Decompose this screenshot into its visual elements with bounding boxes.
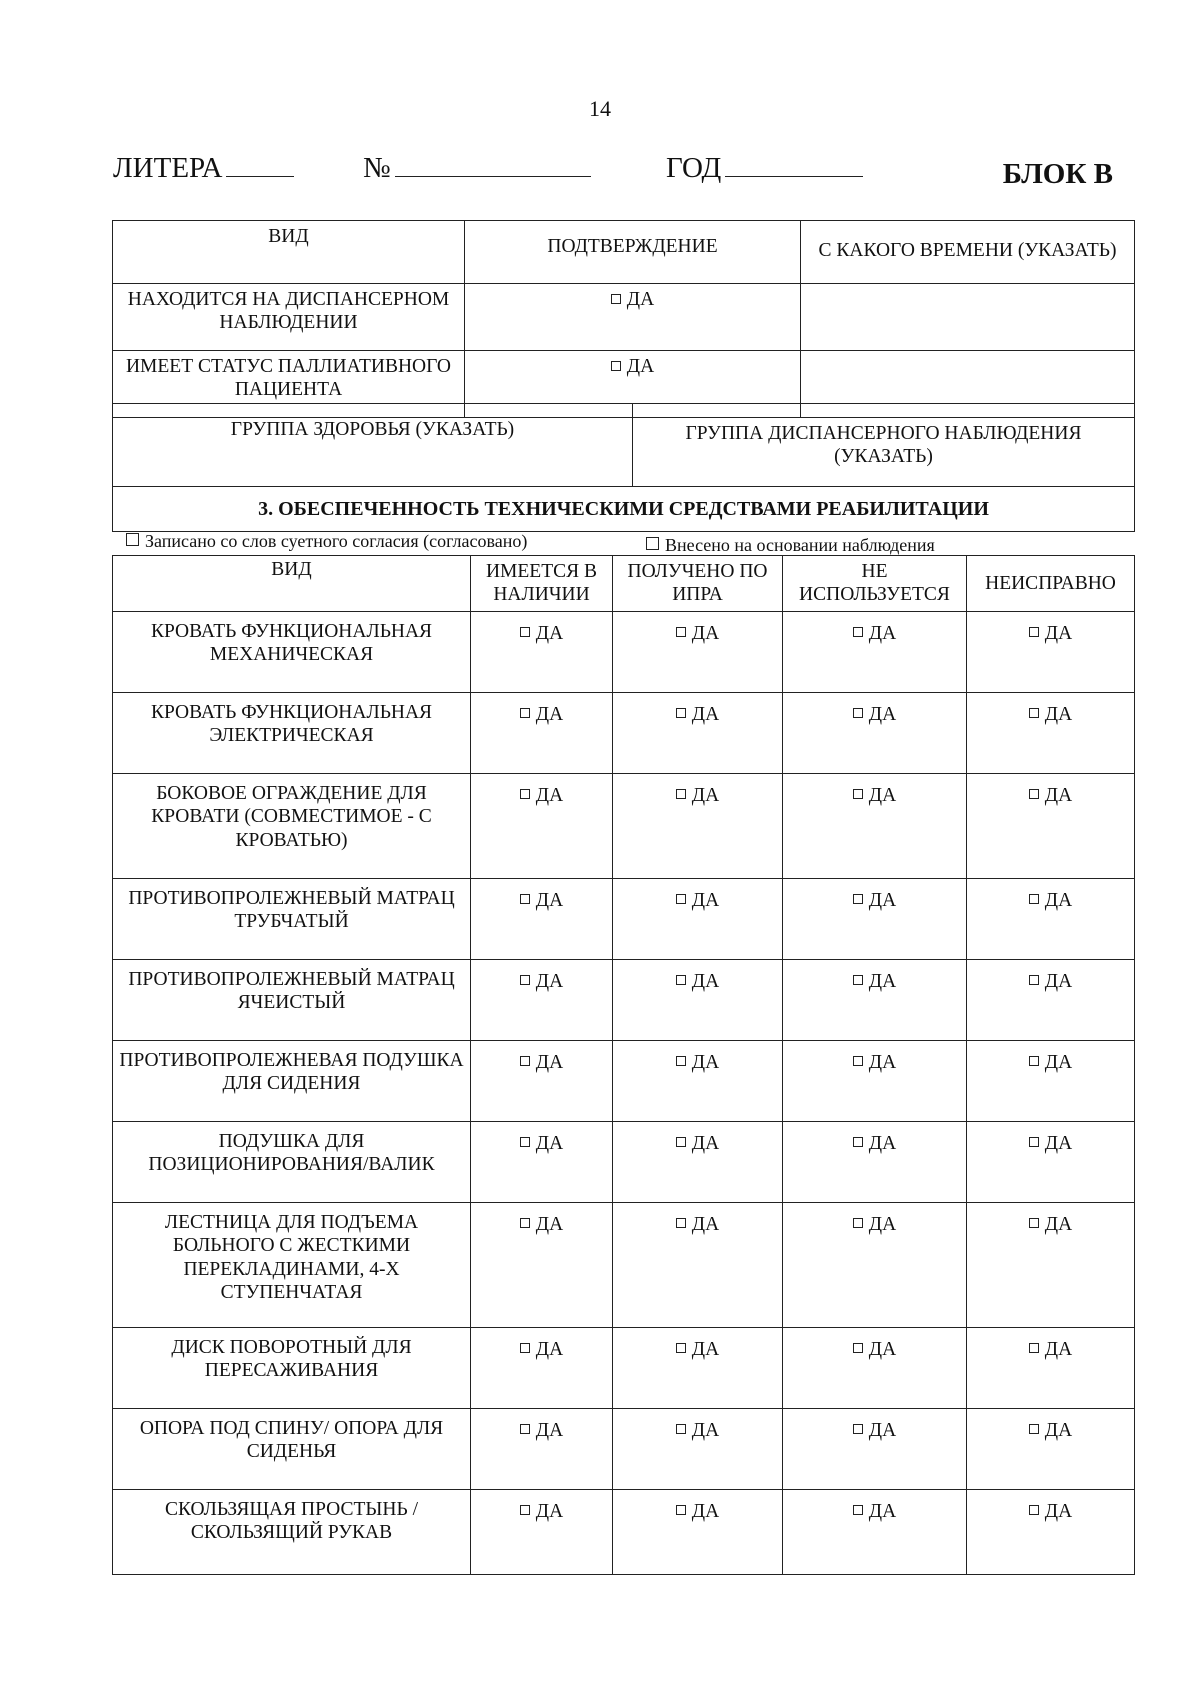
checkbox-icon	[520, 627, 530, 637]
checkbox-option[interactable]	[853, 1052, 896, 1073]
equipment-available-cell	[471, 1202, 613, 1327]
equipment-not-used-cell	[783, 1202, 967, 1327]
equipment-available-cell	[471, 1408, 613, 1489]
checkbox-label: ДА	[1044, 1500, 1073, 1522]
checkbox-label: ДА	[1044, 889, 1073, 911]
equipment-name: ПРОТИВОПРОЛЕЖНЕВАЯ ПОДУШКА ДЛЯ СИДЕНИЯ	[113, 1040, 471, 1121]
checkbox-option[interactable]	[676, 1420, 719, 1441]
equipment-available-cell	[471, 1327, 613, 1408]
checkbox-option[interactable]	[520, 1501, 563, 1522]
checkbox-label: ДА	[691, 1051, 720, 1073]
status-header-confirm: ПОДТВЕРЖДЕНИЕ	[465, 221, 801, 284]
checkbox-option[interactable]	[1029, 704, 1072, 725]
status-row-label: НАХОДИТСЯ НА ДИСПАНСЕРНОМ НАБЛЮДЕНИИ	[113, 284, 465, 351]
checkbox-icon	[520, 1505, 530, 1515]
checkbox-icon	[676, 789, 686, 799]
equipment-received-cell	[613, 611, 783, 692]
checkbox-option[interactable]	[520, 1052, 563, 1073]
litera-label: ЛИТЕРА	[113, 152, 223, 184]
status-header-type: ВИД	[113, 221, 465, 284]
checkbox-option[interactable]	[1029, 623, 1072, 644]
equipment-available-cell	[471, 1121, 613, 1202]
checkbox-icon	[676, 1218, 686, 1228]
equipment-received-cell	[613, 1327, 783, 1408]
equipment-broken-cell	[967, 959, 1135, 1040]
checkbox-icon	[1029, 1505, 1039, 1515]
checkbox-option[interactable]	[676, 704, 719, 725]
checkbox-option[interactable]	[1029, 1214, 1072, 1235]
checkbox-label: ДА	[868, 1051, 897, 1073]
equipment-name: ПРОТИВОПРОЛЕЖНЕВЫЙ МАТРАЦ ЯЧЕИСТЫЙ	[113, 959, 471, 1040]
checkbox-option[interactable]	[520, 1214, 563, 1235]
checkbox-icon	[646, 537, 659, 550]
equipment-row	[113, 959, 1135, 1040]
checkbox-icon	[520, 1343, 530, 1353]
number-blank[interactable]	[395, 150, 591, 177]
checkbox-icon	[520, 789, 530, 799]
year-field	[666, 150, 863, 185]
equipment-row	[113, 1121, 1135, 1202]
checkbox-label: ДА	[691, 1419, 720, 1441]
equipment-broken-cell	[967, 611, 1135, 692]
checkbox-option[interactable]	[853, 1214, 896, 1235]
checkbox-label: ДА	[1044, 1051, 1073, 1073]
checkbox-label: ДА	[868, 1213, 897, 1235]
checkbox-label: ДА	[868, 1132, 897, 1154]
checkbox-option[interactable]	[1029, 1339, 1072, 1360]
checkbox-icon	[1029, 894, 1039, 904]
checkbox-icon	[853, 1218, 863, 1228]
checkbox-icon	[676, 1505, 686, 1515]
checkbox-label: ДА	[535, 970, 564, 992]
checkbox-icon	[1029, 1343, 1039, 1353]
equipment-name: ОПОРА ПОД СПИНУ/ ОПОРА ДЛЯ СИДЕНЬЯ	[113, 1408, 471, 1489]
checkbox-icon	[520, 975, 530, 985]
checkbox-icon	[611, 294, 621, 304]
checkbox-icon	[1029, 1424, 1039, 1434]
checkbox-option[interactable]	[676, 1052, 719, 1073]
equipment-not-used-cell	[783, 692, 967, 773]
equipment-available-cell	[471, 1489, 613, 1574]
checkbox-option[interactable]	[520, 890, 563, 911]
equipment-not-used-cell	[783, 1408, 967, 1489]
equipment-header-not-used: НЕ ИСПОЛЬЗУЕТСЯ	[783, 556, 967, 612]
checkbox-option[interactable]	[1029, 1501, 1072, 1522]
section-title-row	[113, 487, 1135, 532]
checkbox-option[interactable]	[1029, 1133, 1072, 1154]
checkbox-label: ДА	[535, 784, 564, 806]
checkbox-option[interactable]	[520, 1339, 563, 1360]
groups-row	[113, 404, 1135, 487]
checkbox-icon	[520, 708, 530, 718]
equipment-received-cell	[613, 878, 783, 959]
equipment-broken-cell	[967, 1121, 1135, 1202]
equipment-not-used-cell	[783, 611, 967, 692]
checkbox-icon	[520, 1137, 530, 1147]
number-field	[363, 150, 591, 185]
checkbox-icon	[520, 894, 530, 904]
equipment-row	[113, 878, 1135, 959]
equipment-name: СКОЛЬЗЯЩАЯ ПРОСТЫНЬ /СКОЛЬЗЯЩИЙ РУКАВ	[113, 1489, 471, 1574]
checkbox-label: ДА	[1044, 1213, 1073, 1235]
checkbox-option[interactable]	[520, 1133, 563, 1154]
equipment-available-cell	[471, 611, 613, 692]
equipment-received-cell	[613, 692, 783, 773]
checkbox-icon	[853, 894, 863, 904]
note-based-on-observation[interactable]: Внесено на основании наблюдения	[646, 535, 935, 556]
checkbox-label: ДА	[1044, 1132, 1073, 1154]
equipment-received-cell	[613, 1408, 783, 1489]
equipment-broken-cell	[967, 1040, 1135, 1121]
section-title: 3. ОБЕСПЕЧЕННОСТЬ ТЕХНИЧЕСКИМИ СРЕДСТВАМИ РЕАБИЛИТАЦИИ	[113, 487, 1135, 532]
equipment-header-received: ПОЛУЧЕНО ПО ИПРА	[613, 556, 783, 612]
checkbox-label: ДА	[1044, 1338, 1073, 1360]
checkbox-icon	[520, 1218, 530, 1228]
equipment-broken-cell	[967, 1202, 1135, 1327]
health-group-cell[interactable]: ГРУППА ЗДОРОВЬЯ (УКАЗАТЬ)	[113, 404, 633, 487]
equipment-not-used-cell	[783, 878, 967, 959]
checkbox-icon	[676, 1424, 686, 1434]
equipment-header-broken: НЕИСПРАВНО	[967, 556, 1135, 612]
equipment-name: БОКОВОЕ ОГРАЖДЕНИЕ ДЛЯ КРОВАТИ (СОВМЕСТИМОЕ - С КРОВАТЬЮ)	[113, 773, 471, 878]
status-header-since: С КАКОГО ВРЕМЕНИ (УКАЗАТЬ)	[801, 221, 1135, 284]
checkbox-label: ДА	[691, 622, 720, 644]
checkbox-icon	[853, 627, 863, 637]
checkbox-option[interactable]	[676, 785, 719, 806]
checkbox-option[interactable]	[676, 1214, 719, 1235]
year-blank[interactable]	[725, 150, 863, 177]
equipment-name: КРОВАТЬ ФУНКЦИОНАЛЬНАЯ ЭЛЕКТРИЧЕСКАЯ	[113, 692, 471, 773]
checkbox-option[interactable]	[676, 890, 719, 911]
checkbox-option[interactable]	[676, 1501, 719, 1522]
litera-field	[113, 150, 294, 185]
checkbox-icon	[853, 1505, 863, 1515]
checkbox-label: ДА	[868, 703, 897, 725]
equipment-row	[113, 611, 1135, 692]
checkbox-label: ДА	[535, 1419, 564, 1441]
equipment-received-cell	[613, 959, 783, 1040]
equipment-not-used-cell	[783, 773, 967, 878]
checkbox-option[interactable]	[853, 1501, 896, 1522]
checkbox-icon	[853, 1137, 863, 1147]
checkbox-option[interactable]	[520, 1420, 563, 1441]
equipment-received-cell	[613, 1489, 783, 1574]
checkbox-option[interactable]	[853, 1420, 896, 1441]
equipment-row	[113, 773, 1135, 878]
checkbox-label: ДА	[691, 784, 720, 806]
status-row	[113, 284, 1135, 351]
checkbox-option[interactable]	[1029, 971, 1072, 992]
checkbox-label: ДА	[1044, 703, 1073, 725]
checkbox-label: ДА	[868, 889, 897, 911]
equipment-header-type: ВИД	[113, 556, 471, 612]
checkbox-option[interactable]	[676, 623, 719, 644]
equipment-row	[113, 1040, 1135, 1121]
checkbox-option[interactable]	[853, 1133, 896, 1154]
checkbox-icon	[676, 1137, 686, 1147]
checkbox-option[interactable]	[520, 971, 563, 992]
number-label: №	[363, 152, 391, 184]
status-header-row	[113, 221, 1135, 284]
equipment-row	[113, 1489, 1135, 1574]
checkbox-label: ДА	[868, 1419, 897, 1441]
checkbox-label: ДА	[1044, 970, 1073, 992]
equipment-broken-cell	[967, 692, 1135, 773]
equipment-not-used-cell	[783, 1040, 967, 1121]
equipment-not-used-cell	[783, 1121, 967, 1202]
year-label: ГОД	[666, 152, 722, 184]
equipment-available-cell	[471, 959, 613, 1040]
equipment-broken-cell	[967, 1489, 1135, 1574]
equipment-available-cell	[471, 773, 613, 878]
equipment-name: ЛЕСТНИЦА ДЛЯ ПОДЪЕМА БОЛЬНОГО С ЖЕСТКИМИ ПЕРЕКЛАДИНАМИ, 4-Х СТУПЕНЧАТАЯ	[113, 1202, 471, 1327]
equipment-broken-cell	[967, 773, 1135, 878]
checkbox-option[interactable]	[853, 623, 896, 644]
checkbox-option[interactable]	[676, 1339, 719, 1360]
checkbox-option[interactable]	[676, 971, 719, 992]
status-table	[112, 220, 1135, 418]
checkbox-icon	[520, 1056, 530, 1066]
checkbox-icon	[1029, 1137, 1039, 1147]
checkbox-icon	[126, 533, 139, 546]
checkbox-icon	[853, 975, 863, 985]
checkbox-option[interactable]	[1029, 890, 1072, 911]
form-header	[113, 150, 1113, 200]
equipment-row	[113, 692, 1135, 773]
checkbox-label: ДА	[1044, 784, 1073, 806]
block-label: БЛОК В	[1002, 158, 1113, 190]
checkbox-label: ДА	[868, 784, 897, 806]
checkbox-icon	[853, 1343, 863, 1353]
equipment-available-cell	[471, 1040, 613, 1121]
checkbox-label: ДА	[868, 970, 897, 992]
checkbox-icon	[676, 1343, 686, 1353]
equipment-table	[112, 555, 1135, 1575]
checkbox-label: ДА	[868, 1500, 897, 1522]
litera-blank[interactable]	[226, 150, 294, 177]
checkbox-icon	[853, 789, 863, 799]
equipment-broken-cell	[967, 878, 1135, 959]
equipment-name: ПОДУШКА ДЛЯ ПОЗИЦИОНИРОВАНИЯ/ВАЛИК	[113, 1121, 471, 1202]
checkbox-option[interactable]	[676, 1133, 719, 1154]
checkbox-option[interactable]	[853, 971, 896, 992]
checkbox-icon	[676, 627, 686, 637]
equipment-row	[113, 1202, 1135, 1327]
checkbox-label: ДА	[535, 703, 564, 725]
checkbox-icon	[611, 361, 621, 371]
page-number: 14	[589, 96, 611, 121]
checkbox-icon	[1029, 1218, 1039, 1228]
checkbox-option[interactable]	[520, 704, 563, 725]
checkbox-label: ДА	[691, 970, 720, 992]
checkbox-icon	[853, 708, 863, 718]
checkbox-label: ДА	[691, 703, 720, 725]
checkbox-label: ДА	[868, 1338, 897, 1360]
checkbox-icon	[853, 1424, 863, 1434]
checkbox-label: ДА	[691, 1213, 720, 1235]
note-recorded-from-words[interactable]: Записано со слов суетного согласия (согласовано)	[126, 531, 527, 552]
equipment-received-cell	[613, 1202, 783, 1327]
dispensary-group-cell[interactable]: ГРУППА ДИСПАНСЕРНОГО НАБЛЮДЕНИЯ (УКАЗАТЬ)	[633, 404, 1135, 487]
checkbox-icon	[676, 1056, 686, 1066]
checkbox-option[interactable]	[853, 785, 896, 806]
checkbox-option[interactable]	[1029, 1052, 1072, 1073]
status-row-label: ИМЕЕТ СТАТУС ПАЛЛИАТИВНОГО ПАЦИЕНТА	[113, 351, 465, 418]
checkbox-label: ДА	[691, 889, 720, 911]
equipment-broken-cell	[967, 1408, 1135, 1489]
checkbox-option[interactable]: ДА	[611, 356, 654, 377]
checkbox-label: ДА	[535, 1132, 564, 1154]
equipment-not-used-cell	[783, 1489, 967, 1574]
equipment-header-row	[113, 556, 1135, 612]
equipment-received-cell	[613, 773, 783, 878]
equipment-name: КРОВАТЬ ФУНКЦИОНАЛЬНАЯ МЕХАНИЧЕСКАЯ	[113, 611, 471, 692]
checkbox-icon	[1029, 975, 1039, 985]
status-row-since[interactable]	[801, 284, 1135, 351]
checkbox-option[interactable]	[520, 623, 563, 644]
equipment-broken-cell	[967, 1327, 1135, 1408]
checkbox-option[interactable]: ДА	[611, 289, 654, 310]
checkbox-icon	[1029, 708, 1039, 718]
equipment-name: ДИСК ПОВОРОТНЫЙ ДЛЯ ПЕРЕСАЖИВАНИЯ	[113, 1327, 471, 1408]
equipment-received-cell	[613, 1040, 783, 1121]
checkbox-icon	[520, 1424, 530, 1434]
checkbox-label: ДА	[691, 1500, 720, 1522]
checkbox-option[interactable]	[853, 890, 896, 911]
equipment-available-cell	[471, 692, 613, 773]
checkbox-option[interactable]	[853, 704, 896, 725]
equipment-row	[113, 1327, 1135, 1408]
equipment-received-cell	[613, 1121, 783, 1202]
checkbox-label: ДА	[535, 622, 564, 644]
checkbox-label: ДА	[1044, 622, 1073, 644]
checkbox-icon	[676, 894, 686, 904]
groups-table	[112, 403, 1135, 532]
checkbox-label: ДА	[535, 1338, 564, 1360]
checkbox-icon	[1029, 1056, 1039, 1066]
checkbox-icon	[676, 975, 686, 985]
checkbox-label: ДА	[1044, 1419, 1073, 1441]
checkbox-option[interactable]	[1029, 1420, 1072, 1441]
checkbox-label: ДА	[691, 1132, 720, 1154]
checkbox-icon	[1029, 627, 1039, 637]
equipment-available-cell	[471, 878, 613, 959]
equipment-row	[113, 1408, 1135, 1489]
checkbox-label: ДА	[535, 1500, 564, 1522]
equipment-not-used-cell	[783, 1327, 967, 1408]
equipment-name: ПРОТИВОПРОЛЕЖНЕВЫЙ МАТРАЦ ТРУБЧАТЫЙ	[113, 878, 471, 959]
checkbox-label: ДА	[691, 1338, 720, 1360]
checkbox-icon	[853, 1056, 863, 1066]
checkbox-label: ДА	[535, 1213, 564, 1235]
checkbox-label: ДА	[535, 1051, 564, 1073]
checkbox-label: ДА	[535, 889, 564, 911]
checkbox-option[interactable]	[853, 1339, 896, 1360]
equipment-not-used-cell	[783, 959, 967, 1040]
checkbox-icon	[676, 708, 686, 718]
checkbox-option[interactable]	[520, 785, 563, 806]
equipment-header-available: ИМЕЕТСЯ В НАЛИЧИИ	[471, 556, 613, 612]
checkbox-icon	[1029, 789, 1039, 799]
status-row-confirm	[465, 284, 801, 351]
checkbox-option[interactable]	[1029, 785, 1072, 806]
checkbox-label: ДА	[868, 622, 897, 644]
